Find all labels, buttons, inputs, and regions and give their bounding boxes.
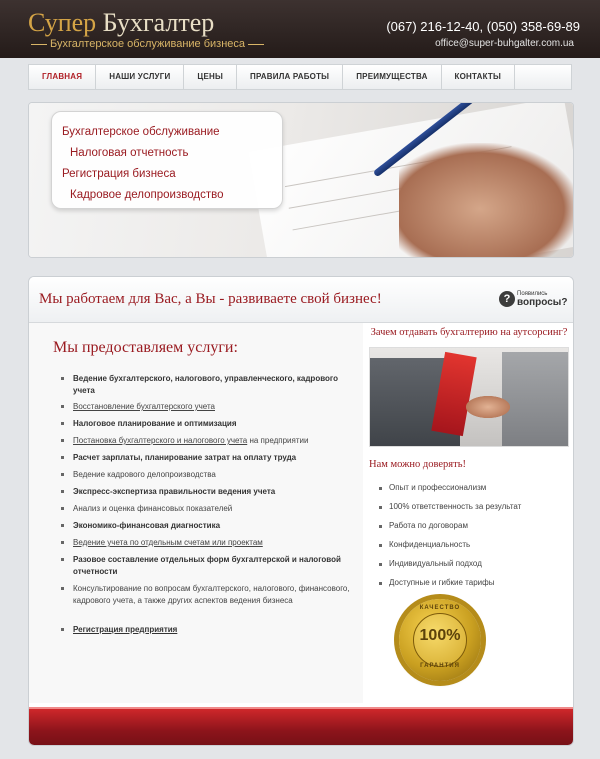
tagline xyxy=(28,38,267,50)
seal-top-text: КАЧЕСТВО xyxy=(419,605,461,611)
main-header xyxy=(29,277,574,323)
handshake-icon xyxy=(466,396,510,418)
trust-item: Работа по договорам xyxy=(389,521,468,530)
banner-item-registration[interactable]: Регистрация бизнеса xyxy=(62,168,176,180)
questions-big-label: вопросы? xyxy=(517,297,568,308)
logo-word-1: Супер xyxy=(28,8,97,37)
trust-item: Индивидуальный подход xyxy=(389,559,482,568)
footer-highlight xyxy=(29,707,574,709)
main-nav xyxy=(28,64,572,90)
nav-item-prices[interactable]: ЦЕНЫ xyxy=(184,65,237,89)
tagline-dash-left xyxy=(31,44,47,45)
site-header xyxy=(0,0,600,58)
photo-suit-right xyxy=(502,352,569,447)
service-item: Ведение кадрового делопроизводства xyxy=(73,469,353,481)
trust-item: Доступные и гибкие тарифы xyxy=(389,578,495,587)
hero-banner xyxy=(28,102,574,258)
logo[interactable] xyxy=(28,8,214,38)
banner-services-box xyxy=(51,111,283,209)
logo-word-2: Бухгалтер xyxy=(102,8,215,37)
service-item: Экономико-финансовая диагностика xyxy=(73,520,353,532)
nav-item-contacts[interactable]: КОНТАКТЫ xyxy=(442,65,515,89)
banner-hand xyxy=(399,143,574,258)
service-item[interactable] xyxy=(73,401,353,413)
nav-item-services[interactable]: НАШИ УСЛУГИ xyxy=(96,65,184,89)
service-item[interactable] xyxy=(73,624,353,636)
question-icon: ? xyxy=(499,291,515,307)
trust-title: Нам можно доверять! xyxy=(369,459,466,470)
page-slogan: Мы работаем для Вас, а Вы - развиваете свой бизнес! xyxy=(39,291,382,307)
service-link[interactable]: Восстановление бухгалтерского учета xyxy=(73,402,215,411)
service-link[interactable]: Постановка бухгалтерского и налогового учета xyxy=(73,436,248,445)
nav-item-advantages[interactable]: ПРЕИМУЩЕСТВА xyxy=(343,65,441,89)
service-item-rest: на предприятии xyxy=(247,436,309,445)
service-link[interactable]: Ведение учета по отдельным счетам или проектам xyxy=(73,538,263,547)
service-item: Расчет зарплаты, планирование затрат на оплату труда xyxy=(73,452,353,464)
quality-seal xyxy=(399,599,481,681)
phone-numbers: (067) 216-12-40, (050) 358-69-89 xyxy=(386,19,580,34)
handshake-photo xyxy=(369,347,569,447)
banner-item-tax-reporting[interactable]: Налоговая отчетность xyxy=(70,147,189,159)
banner-item-accounting[interactable]: Бухгалтерское обслуживание xyxy=(62,126,220,138)
service-item xyxy=(73,435,353,447)
tagline-text: Бухгалтерское обслуживание бизнеса xyxy=(50,38,246,50)
trust-item: Опыт и профессионализм xyxy=(389,483,487,492)
questions-small-label: Появились xyxy=(517,291,548,297)
why-outsourcing-title[interactable]: Зачем отдавать бухгалтерию на аутсорсинг? xyxy=(370,327,568,338)
services-column xyxy=(29,323,363,703)
service-item: Налоговое планирование и оптимизация xyxy=(73,418,353,430)
trust-item: Конфиденциальность xyxy=(389,540,471,549)
trust-item: 100% ответственность за результат xyxy=(389,502,522,511)
service-item: Разовое составление отдельных форм бухгалтерской и налоговой отчетности xyxy=(73,554,353,578)
seal-bottom-text: ГАРАНТИЯ xyxy=(420,663,460,669)
footer-bar xyxy=(29,707,574,746)
service-item: Анализ и оценка финансовых показателей xyxy=(73,503,353,515)
nav-item-home[interactable]: ГЛАВНАЯ xyxy=(29,65,96,89)
service-item: Ведение бухгалтерского, налогового, управленческого, кадрового учета xyxy=(73,373,353,397)
service-item: Консультирование по вопросам бухгалтерского, налогового, финансового, кадрового учета, а также других аспектов ведения бизнеса xyxy=(73,583,353,607)
email-link[interactable]: office@super-buhgalter.com.ua xyxy=(435,38,574,49)
main-panel xyxy=(28,276,574,746)
seal-number: 100% xyxy=(419,627,461,644)
nav-item-rules[interactable]: ПРАВИЛА РАБОТЫ xyxy=(237,65,343,89)
tagline-dash-right xyxy=(248,44,264,45)
banner-item-hr[interactable]: Кадровое делопроизводство xyxy=(70,189,224,201)
service-link[interactable]: Регистрация предприятия xyxy=(73,625,178,634)
sidebar-column xyxy=(363,323,574,703)
service-item[interactable] xyxy=(73,537,353,549)
service-item: Экспресс-экспертиза правильности ведения учета xyxy=(73,486,353,498)
questions-button[interactable] xyxy=(499,291,567,309)
services-title: Мы предоставляем услуги: xyxy=(53,339,238,356)
